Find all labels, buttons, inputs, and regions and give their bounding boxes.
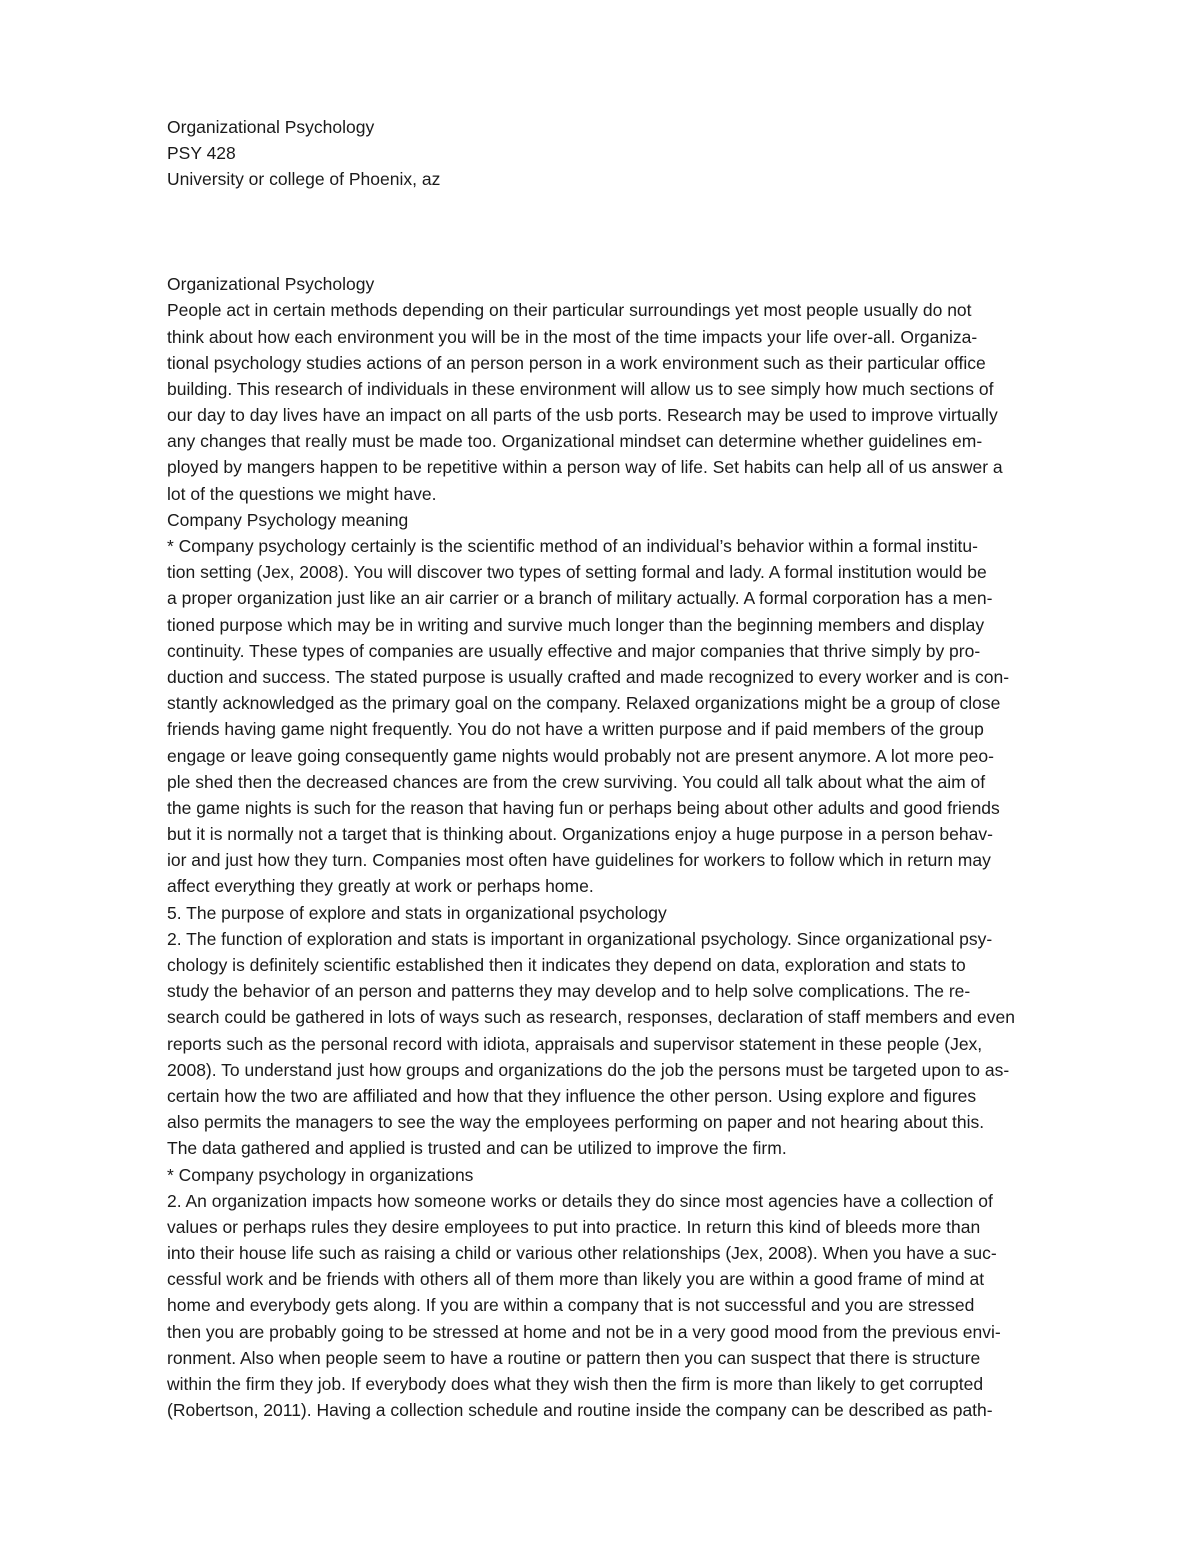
body-line: but it is normally not a target that is thinking about. Organizations enjoy a huge purpose in a person behav- [167, 824, 993, 845]
document-text [167, 114, 1127, 1423]
body-line: friends having game night frequently. You do not have a written purpose and if paid members of the group [167, 719, 984, 740]
body-line: continuity. These types of companies are usually effective and major companies that thrive simply by pro- [167, 640, 981, 661]
body-line: ronment. Also when people seem to have a routine or pattern then you can suspect that there is structure [167, 1347, 981, 1368]
body-line: affect everything they greatly at work or perhaps home. [167, 876, 594, 897]
body-line: search could be gathered in lots of ways such as research, responses, declaration of staff members and even [167, 1007, 1015, 1028]
body-line: duction and success. The stated purpose is usually crafted and made recognized to every worker and is con- [167, 666, 1010, 687]
body-line: Organizational Psychology [167, 274, 375, 295]
body-line: The data gathered and applied is trusted and can be utilized to improve the firm. [167, 1138, 787, 1159]
body-line: home and everybody gets along. If you are within a company that is not successful and you are stressed [167, 1295, 975, 1316]
body-line: tion setting (Jex, 2008). You will discover two types of setting formal and lady. A formal institution would be [167, 562, 987, 583]
school-name: University or college of Phoenix, az [167, 169, 441, 190]
body-line: a proper organization just like an air carrier or a branch of military actually. A formal corporation has a men- [167, 588, 993, 609]
body-line: cessful work and be friends with others all of them more than likely you are within a good frame of mind at [167, 1269, 985, 1290]
body-line: lot of the questions we might have. [167, 483, 437, 504]
body-line: Company Psychology meaning [167, 509, 409, 530]
body-line: tioned purpose which may be in writing and survive much longer than the beginning members and display [167, 614, 985, 635]
body-line: * Company psychology in organizations [167, 1164, 474, 1185]
body-line: ior and just how they turn. Companies most often have guidelines for workers to follow which in return may [167, 850, 991, 871]
body-line: into their house life such as raising a child or various other relationships (Jex, 2008). When you have a suc- [167, 1243, 997, 1264]
body-line: think about how each environment you will be in the most of the time impacts your life over-all. Organiza- [167, 326, 978, 347]
body-line: 2. The function of exploration and stats is important in organizational psychology. Since organizational psy- [167, 928, 993, 949]
body-line: 2008). To understand just how groups and organizations do the job the persons must be targeted upon to as- [167, 1059, 1010, 1080]
body-line: values or perhaps rules they desire employees to put into practice. In return this kind of bleeds more than [167, 1216, 981, 1237]
body-line: * Company psychology certainly is the scientific method of an individual’s behavior within a formal institu- [167, 536, 978, 556]
body-line: reports such as the personal record with idiota, appraisals and supervisor statement in these people (Jex, [167, 1033, 983, 1054]
spacer [167, 193, 1127, 219]
body-line: any changes that really must be made too. Organizational mindset can determine whether guidelines em- [167, 431, 983, 452]
spacer [167, 245, 1127, 271]
body-text [167, 271, 1127, 1423]
document-title: Organizational Psychology [167, 117, 375, 137]
body-line: ployed by mangers happen to be repetitive within a person way of life. Set habits can help all of us answer a [167, 457, 1003, 478]
body-line: the game nights is such for the reason that having fun or perhaps being about other adults and good friends [167, 797, 1000, 818]
body-line: certain how the two are affiliated and how that they influence the other person. Using explore and figures [167, 1085, 977, 1106]
body-line: building. This research of individuals in these environment will allow us to see simply how much sections of [167, 378, 994, 399]
body-line: (Robertson, 2011). Having a collection schedule and routine inside the company can be described as path- [167, 1400, 993, 1421]
body-line: study the behavior of an person and patterns they may develop and to help solve complications. The re- [167, 981, 971, 1002]
body-line: also permits the managers to see the way the employees performing on paper and not hearing about this. [167, 1112, 985, 1133]
body-line: ple shed then the decreased chances are from the crew surviving. You could all talk about what the aim of [167, 771, 986, 792]
body-line: within the firm they job. If everybody does what they wish then the firm is more than likely to get corrupted [167, 1374, 984, 1394]
body-line: stantly acknowledged as the primary goal on the company. Relaxed organizations might be a group of close [167, 693, 1001, 714]
body-line: chology is definitely scientific established then it indicates they depend on data, exploration and stats to [167, 955, 966, 975]
body-line: 5. The purpose of explore and stats in organizational psychology [167, 902, 667, 923]
spacer [167, 219, 1127, 245]
body-line: 2. An organization impacts how someone works or details they do since most agencies have a collection of [167, 1190, 993, 1211]
body-line: our day to day lives have an impact on all parts of the usb ports. Research may be used to improve virtually [167, 405, 998, 426]
body-line: then you are probably going to be stressed at home and not be in a very good mood from the previous envi- [167, 1321, 1001, 1342]
course-code: PSY 428 [167, 143, 236, 164]
body-line: People act in certain methods depending on their particular surroundings yet most people usually do not [167, 300, 972, 321]
body-line: engage or leave going consequently game nights would probably not are present anymore. A lot more peo- [167, 745, 994, 766]
body-line: tional psychology studies actions of an person person in a work environment such as their particular office [167, 352, 986, 373]
